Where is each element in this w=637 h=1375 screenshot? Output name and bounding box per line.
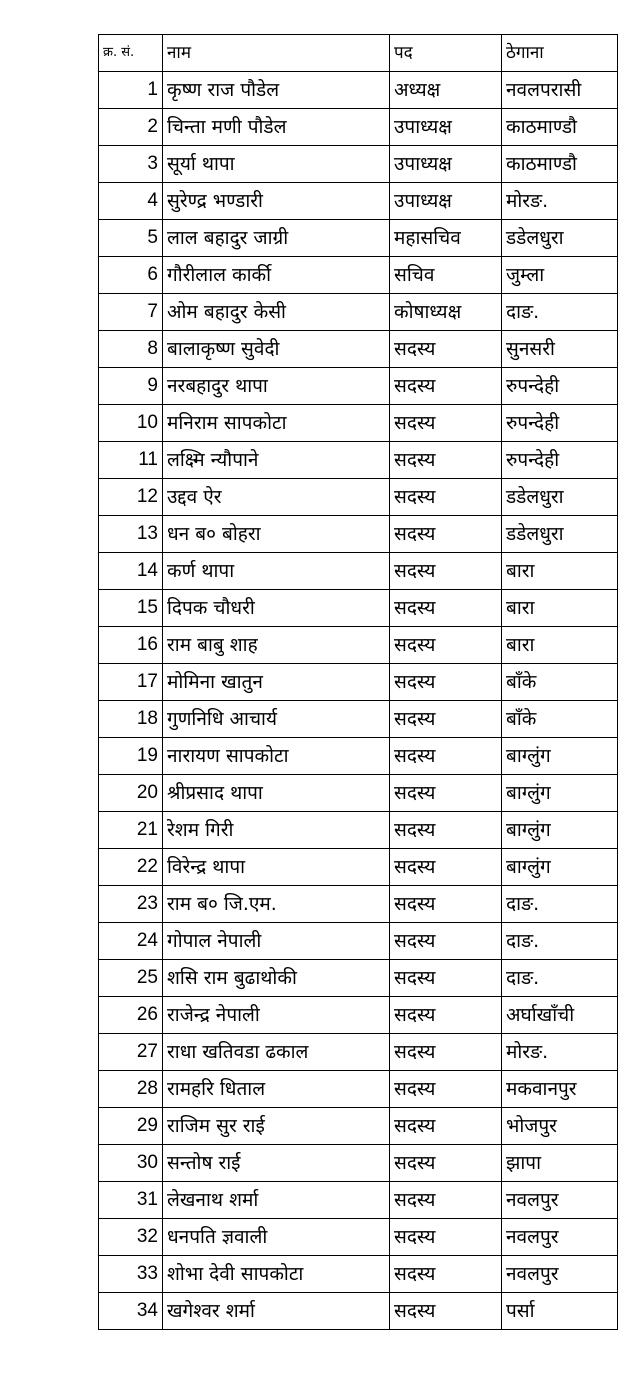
- member-post: सदस्य: [390, 923, 502, 960]
- member-post: सदस्य: [390, 997, 502, 1034]
- header-address: ठेगाना: [502, 35, 618, 72]
- table-row: [99, 405, 618, 442]
- table-row: [99, 627, 618, 664]
- serial-number: 17: [99, 664, 163, 701]
- member-name: कर्ण थापा: [163, 553, 390, 590]
- member-post: सदस्य: [390, 812, 502, 849]
- table-row: [99, 590, 618, 627]
- table-row: [99, 1293, 618, 1330]
- member-name: खगेश्वर शर्मा: [163, 1293, 390, 1330]
- member-name: गुणनिधि आचार्य: [163, 701, 390, 738]
- table-row: [99, 1108, 618, 1145]
- member-post: सदस्य: [390, 516, 502, 553]
- member-name: नरबहादुर थापा: [163, 368, 390, 405]
- serial-number: 4: [99, 183, 163, 220]
- member-address: बारा: [502, 590, 618, 627]
- member-name: दिपक चौधरी: [163, 590, 390, 627]
- table-row: [99, 812, 618, 849]
- member-post: सदस्य: [390, 405, 502, 442]
- member-address: मोरङ.: [502, 1034, 618, 1071]
- member-name: सुरेण्द्र भण्डारी: [163, 183, 390, 220]
- member-post: सदस्य: [390, 1108, 502, 1145]
- member-name: शोभा देवी सापकोटा: [163, 1256, 390, 1293]
- table-row: [99, 775, 618, 812]
- member-address: अर्घाखाँची: [502, 997, 618, 1034]
- table-row: [99, 183, 618, 220]
- header-row: [99, 35, 618, 72]
- member-address: जुम्ला: [502, 257, 618, 294]
- table-row: [99, 220, 618, 257]
- member-post: सदस्य: [390, 553, 502, 590]
- member-name: गौरीलाल कार्की: [163, 257, 390, 294]
- member-name: विरेन्द्र थापा: [163, 849, 390, 886]
- table-row: [99, 368, 618, 405]
- table-row: [99, 331, 618, 368]
- member-name: राम बाबु शाह: [163, 627, 390, 664]
- table-row: [99, 701, 618, 738]
- member-address: नवलपुर: [502, 1219, 618, 1256]
- member-post: महासचिव: [390, 220, 502, 257]
- member-address: बाग्लुंग: [502, 738, 618, 775]
- serial-number: 24: [99, 923, 163, 960]
- table-row: [99, 738, 618, 775]
- serial-number: 27: [99, 1034, 163, 1071]
- member-name: धनपति ज्ञवाली: [163, 1219, 390, 1256]
- member-post: सदस्य: [390, 627, 502, 664]
- member-address: रुपन्देही: [502, 405, 618, 442]
- table-row: [99, 257, 618, 294]
- table-row: [99, 146, 618, 183]
- member-post: सदस्य: [390, 1071, 502, 1108]
- member-post: सदस्य: [390, 590, 502, 627]
- table-row: [99, 294, 618, 331]
- member-name: राजिम सुर राई: [163, 1108, 390, 1145]
- member-name: लेखनाथ शर्मा: [163, 1182, 390, 1219]
- member-name: राधा खतिवडा ढकाल: [163, 1034, 390, 1071]
- member-name: शसि राम बुढाथोकी: [163, 960, 390, 997]
- member-table: [98, 34, 618, 1330]
- member-address: बाँके: [502, 664, 618, 701]
- member-address: बाग्लुंग: [502, 775, 618, 812]
- member-address: डडेलधुरा: [502, 516, 618, 553]
- header-post: पद: [390, 35, 502, 72]
- serial-number: 23: [99, 886, 163, 923]
- table-row: [99, 72, 618, 109]
- serial-number: 25: [99, 960, 163, 997]
- table-row: [99, 960, 618, 997]
- member-name: ओम बहादुर केसी: [163, 294, 390, 331]
- member-name: राजेन्द्र नेपाली: [163, 997, 390, 1034]
- member-address: बाँके: [502, 701, 618, 738]
- table-row: [99, 1182, 618, 1219]
- member-address: काठमाण्डौ: [502, 146, 618, 183]
- serial-number: 6: [99, 257, 163, 294]
- member-name: नारायण सापकोटा: [163, 738, 390, 775]
- member-name: कृष्ण राज पौडेल: [163, 72, 390, 109]
- member-post: सदस्य: [390, 849, 502, 886]
- table-row: [99, 1145, 618, 1182]
- member-post: सदस्य: [390, 1256, 502, 1293]
- member-address: बाग्लुंग: [502, 849, 618, 886]
- member-name: लाल बहादुर जाग्री: [163, 220, 390, 257]
- member-address: नवलपुर: [502, 1256, 618, 1293]
- member-address: भोजपुर: [502, 1108, 618, 1145]
- serial-number: 13: [99, 516, 163, 553]
- serial-number: 7: [99, 294, 163, 331]
- member-address: दाङ.: [502, 294, 618, 331]
- member-post: सदस्य: [390, 1293, 502, 1330]
- table-row: [99, 1034, 618, 1071]
- member-address: सुनसरी: [502, 331, 618, 368]
- member-post: सदस्य: [390, 664, 502, 701]
- table-row: [99, 109, 618, 146]
- table-row: [99, 886, 618, 923]
- header-serial-number: क्र. सं.: [99, 35, 163, 72]
- member-name: रेशम गिरी: [163, 812, 390, 849]
- member-name: सूर्या थापा: [163, 146, 390, 183]
- member-post: सदस्य: [390, 1034, 502, 1071]
- serial-number: 10: [99, 405, 163, 442]
- member-address: काठमाण्डौ: [502, 109, 618, 146]
- member-name: लक्ष्मि न्यौपाने: [163, 442, 390, 479]
- member-address: दाङ.: [502, 960, 618, 997]
- member-post: उपाध्यक्ष: [390, 183, 502, 220]
- member-address: रुपन्देही: [502, 368, 618, 405]
- member-name: चिन्ता मणी पौडेल: [163, 109, 390, 146]
- serial-number: 5: [99, 220, 163, 257]
- serial-number: 31: [99, 1182, 163, 1219]
- member-name: राम ब० जि.एम.: [163, 886, 390, 923]
- member-name: सन्तोष राई: [163, 1145, 390, 1182]
- member-name: बालाकृष्ण सुवेदी: [163, 331, 390, 368]
- member-post: सदस्य: [390, 368, 502, 405]
- serial-number: 3: [99, 146, 163, 183]
- member-address: मोरङ.: [502, 183, 618, 220]
- serial-number: 18: [99, 701, 163, 738]
- member-post: सदस्य: [390, 775, 502, 812]
- member-post: सदस्य: [390, 960, 502, 997]
- member-address: रुपन्देही: [502, 442, 618, 479]
- member-address: दाङ.: [502, 886, 618, 923]
- member-post: सदस्य: [390, 479, 502, 516]
- member-post: उपाध्यक्ष: [390, 146, 502, 183]
- member-name: मोमिना खातुन: [163, 664, 390, 701]
- serial-number: 8: [99, 331, 163, 368]
- serial-number: 34: [99, 1293, 163, 1330]
- serial-number: 9: [99, 368, 163, 405]
- member-post: उपाध्यक्ष: [390, 109, 502, 146]
- member-address: बारा: [502, 553, 618, 590]
- table-row: [99, 1256, 618, 1293]
- member-address: बारा: [502, 627, 618, 664]
- table-row: [99, 849, 618, 886]
- member-post: सदस्य: [390, 738, 502, 775]
- member-post: सदस्य: [390, 886, 502, 923]
- table-row: [99, 1219, 618, 1256]
- table-row: [99, 516, 618, 553]
- serial-number: 11: [99, 442, 163, 479]
- member-post: सदस्य: [390, 701, 502, 738]
- member-post: सचिव: [390, 257, 502, 294]
- member-name: उद्दव ऐर: [163, 479, 390, 516]
- table-row: [99, 442, 618, 479]
- serial-number: 20: [99, 775, 163, 812]
- member-address: बाग्लुंग: [502, 812, 618, 849]
- member-address: नवलपुर: [502, 1182, 618, 1219]
- serial-number: 30: [99, 1145, 163, 1182]
- member-post: सदस्य: [390, 1219, 502, 1256]
- serial-number: 26: [99, 997, 163, 1034]
- serial-number: 2: [99, 109, 163, 146]
- serial-number: 19: [99, 738, 163, 775]
- table-row: [99, 664, 618, 701]
- member-address: डडेलधुरा: [502, 220, 618, 257]
- serial-number: 22: [99, 849, 163, 886]
- serial-number: 32: [99, 1219, 163, 1256]
- member-post: सदस्य: [390, 442, 502, 479]
- serial-number: 15: [99, 590, 163, 627]
- member-post: अध्यक्ष: [390, 72, 502, 109]
- serial-number: 1: [99, 72, 163, 109]
- table-row: [99, 553, 618, 590]
- serial-number: 28: [99, 1071, 163, 1108]
- serial-number: 29: [99, 1108, 163, 1145]
- member-address: दाङ.: [502, 923, 618, 960]
- member-name: मनिराम सापकोटा: [163, 405, 390, 442]
- header-name: नाम: [163, 35, 390, 72]
- member-post: सदस्य: [390, 1145, 502, 1182]
- table-row: [99, 1071, 618, 1108]
- member-name: गोपाल नेपाली: [163, 923, 390, 960]
- serial-number: 14: [99, 553, 163, 590]
- serial-number: 21: [99, 812, 163, 849]
- member-name: धन ब० बोहरा: [163, 516, 390, 553]
- serial-number: 33: [99, 1256, 163, 1293]
- member-address: झापा: [502, 1145, 618, 1182]
- member-post: सदस्य: [390, 331, 502, 368]
- serial-number: 12: [99, 479, 163, 516]
- member-post: कोषाध्यक्ष: [390, 294, 502, 331]
- member-address: डडेलधुरा: [502, 479, 618, 516]
- member-address: नवलपरासी: [502, 72, 618, 109]
- table-row: [99, 479, 618, 516]
- member-name: श्रीप्रसाद थापा: [163, 775, 390, 812]
- member-address: पर्सा: [502, 1293, 618, 1330]
- member-name: रामहरि धिताल: [163, 1071, 390, 1108]
- member-address: मकवानपुर: [502, 1071, 618, 1108]
- member-post: सदस्य: [390, 1182, 502, 1219]
- serial-number: 16: [99, 627, 163, 664]
- table-row: [99, 923, 618, 960]
- table-row: [99, 997, 618, 1034]
